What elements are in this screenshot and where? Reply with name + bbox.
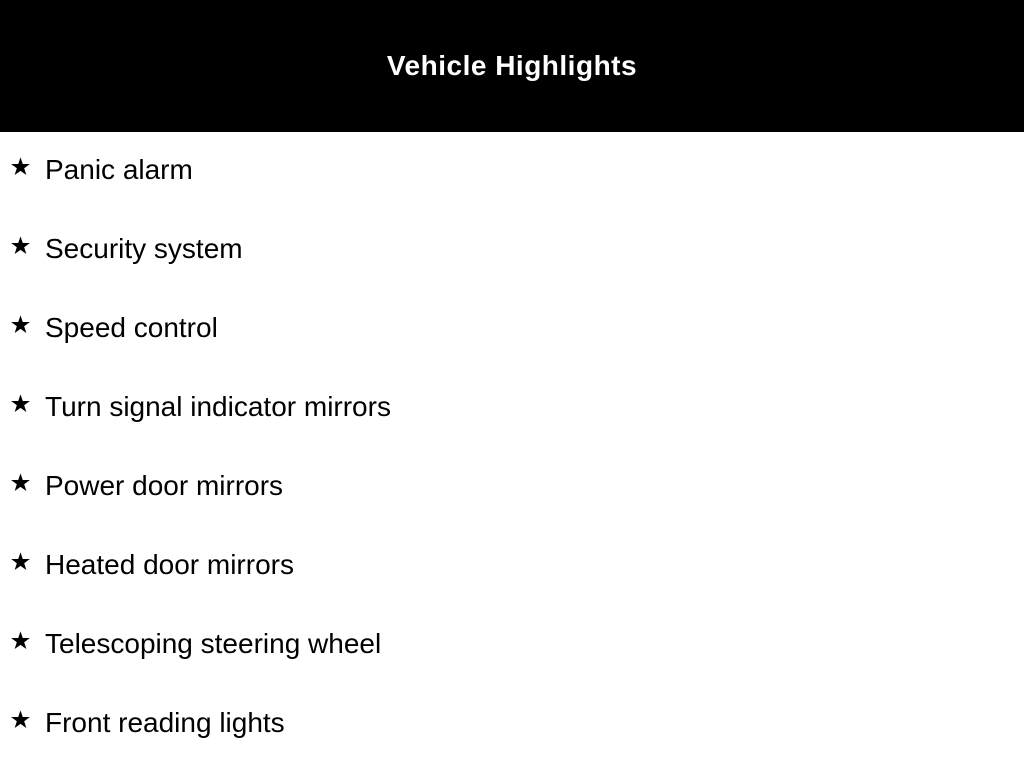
- header-bar: [0, 0, 1024, 132]
- list-item: [0, 448, 1024, 527]
- list-item: [0, 290, 1024, 369]
- star-icon: [10, 630, 31, 651]
- list-item: [0, 685, 1024, 764]
- list-item: [0, 606, 1024, 685]
- star-icon: [10, 314, 31, 335]
- star-icon: [10, 551, 31, 572]
- star-icon: [10, 472, 31, 493]
- feature-label: Speed control: [45, 312, 218, 343]
- feature-label: Front reading lights: [45, 707, 285, 738]
- list-item: [0, 211, 1024, 290]
- list-item: [0, 369, 1024, 448]
- list-item: [0, 132, 1024, 211]
- feature-label: Telescoping steering wheel: [45, 628, 382, 659]
- feature-label: Turn signal indicator mirrors: [45, 391, 391, 422]
- page-title: Vehicle Highlights: [386, 50, 638, 81]
- feature-list: [0, 132, 1024, 764]
- feature-label: Power door mirrors: [45, 470, 284, 501]
- list-item: [0, 527, 1024, 606]
- star-icon: [10, 235, 31, 256]
- star-icon: [10, 709, 31, 730]
- star-icon: [10, 393, 31, 414]
- star-icon: [10, 156, 31, 177]
- feature-label: Panic alarm: [45, 154, 193, 185]
- feature-label: Security system: [45, 233, 243, 264]
- feature-label: Heated door mirrors: [45, 549, 294, 580]
